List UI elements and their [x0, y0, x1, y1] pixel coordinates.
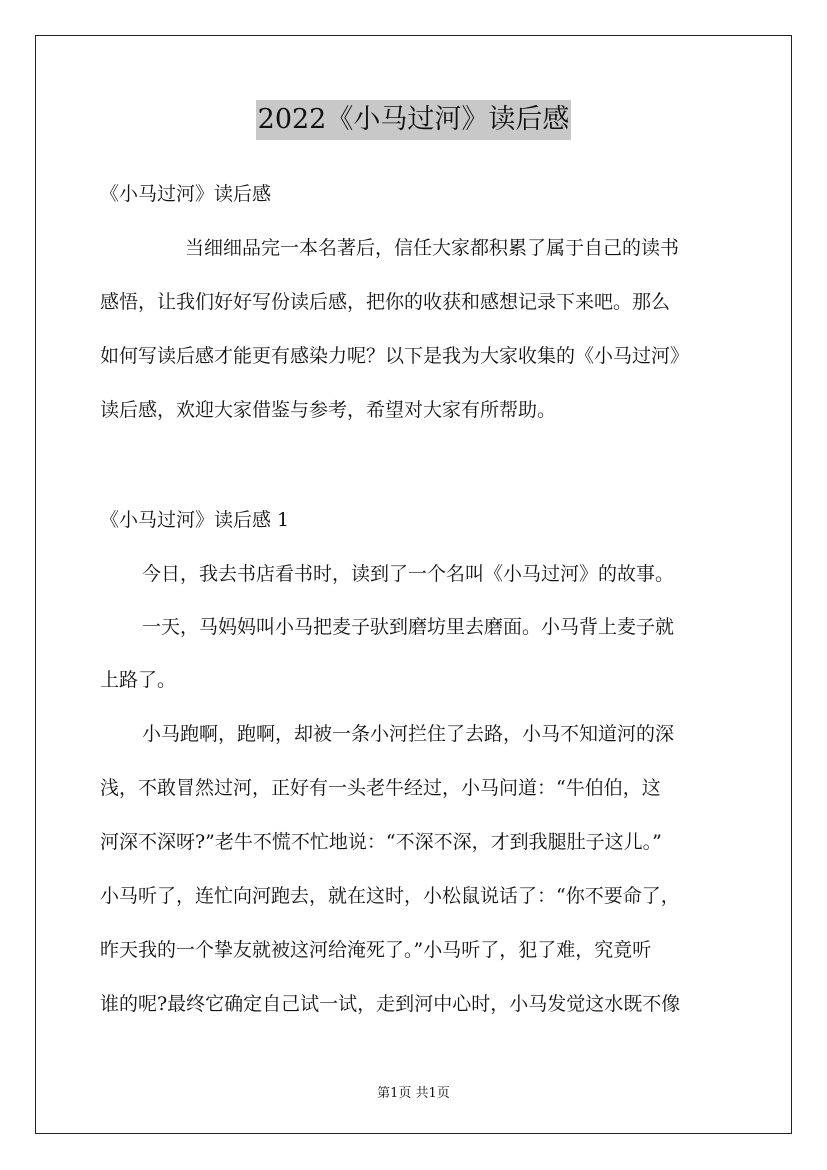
- body-line: 小马跑啊，跑啊，却被一条小河拦住了去路，小马不知道河的深: [142, 723, 675, 745]
- title-wrap: [0, 100, 827, 140]
- body-line: 浅，不敢冒然过河，正好有一头老牛经过，小马问道：“牛伯伯，这: [100, 777, 661, 799]
- body-line: 一天，马妈妈叫小马把麦子驮到磨坊里去磨面。小马背上麦子就: [142, 616, 675, 638]
- intro-line: 读后感，欢迎大家借鉴与参考，希望对大家有所帮助。: [100, 399, 557, 421]
- document-title: 2022《小马过河》读后感: [256, 100, 572, 140]
- intro-line: 当细细品完一本名著后，信任大家都积累了属于自己的读书: [185, 237, 680, 259]
- body-line: 今日，我去书店看书时，读到了一个名叫《小马过河》的故事。: [142, 563, 675, 585]
- section-heading: 《小马过河》读后感 1: [100, 509, 290, 531]
- intro-line: 如何写读后感才能更有感染力呢？以下是我为大家收集的《小马过河》: [100, 345, 690, 367]
- body-line: 河深不深呀?”老牛不慌不忙地说：“不深不深，才到我腿肚子这儿。”: [100, 831, 662, 853]
- intro-line: 感悟，让我们好好写份读后感，把你的收获和感想记录下来吧。那么: [100, 291, 671, 313]
- subtitle: 《小马过河》读后感: [100, 183, 272, 205]
- body-line: 小马听了，连忙向河跑去，就在这时，小松鼠说话了：“你不要命了，: [100, 885, 680, 907]
- body-line: 谁的呢?最终它确定自己试一试，走到河中心时，小马发觉这水既不像: [100, 993, 681, 1015]
- page-footer: 第1页 共1页: [377, 1086, 450, 1101]
- body-line: 上路了。: [100, 669, 177, 691]
- body-line: 昨天我的一个挚友就被这河给淹死了。”小马听了，犯了难，究竟听: [100, 939, 652, 961]
